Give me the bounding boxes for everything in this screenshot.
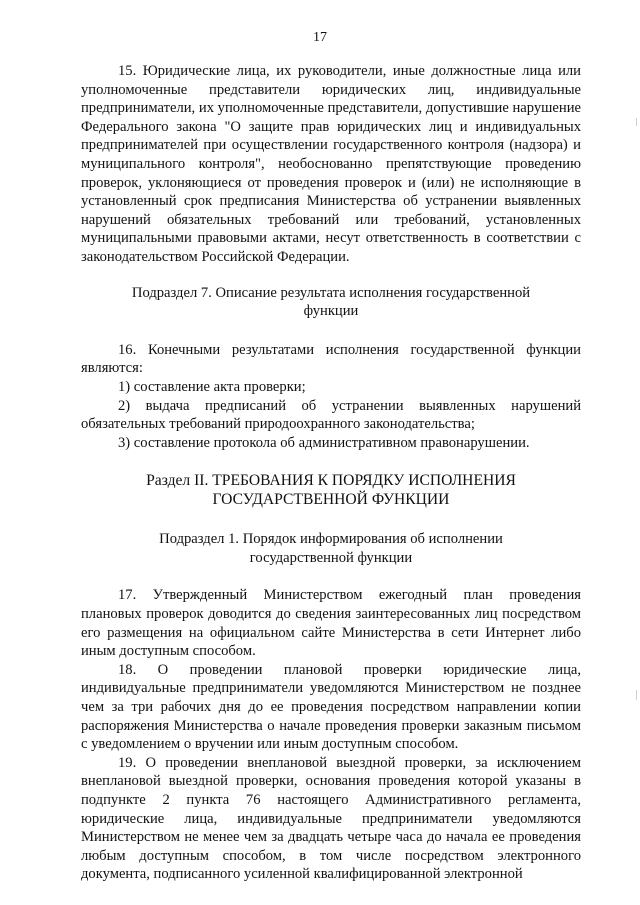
subsection-1-heading: [81, 530, 581, 567]
subsection-7-heading: [81, 284, 581, 321]
paragraph-16-item-3: 3) составление протокола об административном правонарушении.: [118, 434, 530, 451]
document-body: [81, 62, 581, 884]
section-2-heading-line-2: ГОСУДАРСТВЕННОЙ ФУНКЦИИ: [212, 491, 450, 509]
scan-edge-mark: [636, 118, 637, 126]
subsection-1-heading-line-2: государственной функции: [249, 549, 413, 566]
page-number: 17: [313, 30, 327, 45]
paragraph-16: 16. Конечными результатами исполнения государственной функции являются:: [81, 341, 581, 377]
paragraph-19: 19. О проведении внеплановой выездной проверки, за исключением внеплановой выездной проверки, основания проведения которой указаны в подпункте 2 пункта 76 настоящего Административного регламента, юридические лица, индивидуальные предприниматели уведомляются Министерством не менее чем за двадцать четыре часа до начала ее проведения любым доступным способом, в том числе посредством электронного документа, подписанного усиленной квалифицированной электронной: [81, 754, 581, 883]
section-2-heading: [81, 471, 581, 509]
scan-edge-mark: [636, 690, 637, 700]
section-2-heading-line-1: Раздел II. ТРЕБОВАНИЯ К ПОРЯДКУ ИСПОЛНЕНИЯ: [146, 472, 516, 490]
subsection-7-heading-line-2: функции: [303, 303, 359, 320]
subsection-7-heading-line-1: Подраздел 7. Описание результата исполнения государственной: [131, 284, 531, 301]
subsection-1-heading-line-1: Подраздел 1. Порядок информирования об исполнении: [159, 531, 503, 548]
paragraph-18: 18. О проведении плановой проверки юридические лица, индивидуальные предприниматели уведомляются Министерством не позднее чем за три рабочих дня до ее проведения посредством направлении копии распоряжения Министерства о начале проведения проверки заказным письмом с уведомлением о вручении или иным доступным способом.: [81, 661, 581, 753]
paragraph-15: 15. Юридические лица, их руководители, иные должностные лица или уполномоченные представители юридических лиц, индивидуальные предприниматели, их уполномоченные представители, допустившие нарушение Федерального закона "О защите прав юридических лиц и индивидуальных предпринимателей при осуществлении государственного контроля (надзора) и муниципального контроля", необоснованно препятствующие проведению проверок, уклоняющиеся от проведения проверок и (или) не исполняющие в установленный срок предписания Министерства об устранении выявленных нарушений обязательных требований или требований, установленных муниципальными правовыми актами, несут ответственность в соответствии с законодательством Российской Федерации.: [81, 63, 581, 265]
paragraph-17: 17. Утвержденный Министерством ежегодный план проведения плановых проверок доводится до сведения заинтересованных лиц посредством его размещения на официальном сайте Министерства в сети Интернет либо иным доступным способом.: [81, 587, 581, 660]
paragraph-16-item-1: 1) составление акта проверки;: [118, 378, 306, 395]
paragraph-16-item-2: 2) выдача предписаний об устранении выявленных нарушений обязательных требований природоохранного законодательства;: [81, 397, 581, 433]
